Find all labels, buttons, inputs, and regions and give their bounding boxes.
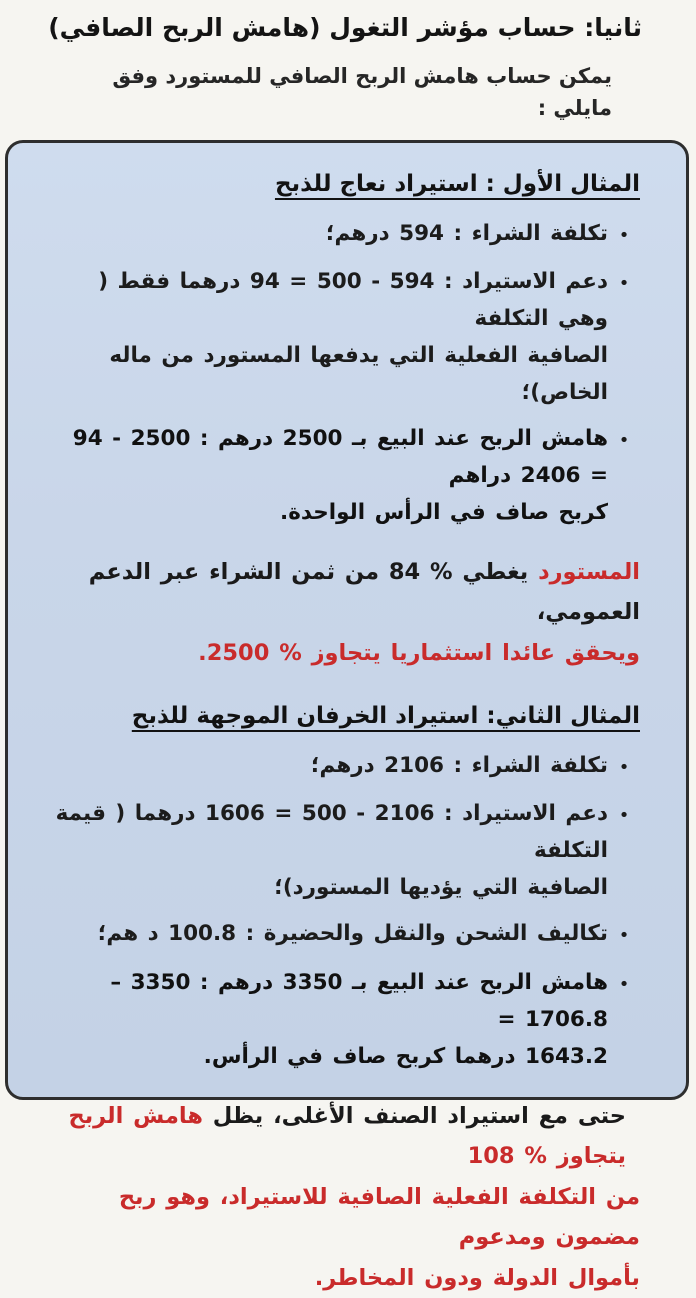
profit-margin-line: هامش الربح عند البيع بـ 2500 درهم : 2500 - 94 = 2406 دراهم: [72, 425, 608, 488]
page-subtitle: يمكن حساب هامش الربح الصافي للمستورد وفق مايلي :: [112, 64, 612, 120]
list-item-text: [48, 216, 608, 256]
list-item: [48, 916, 640, 956]
example-2-note: [48, 1096, 640, 1298]
profit-margin-line: هامش الربح عند البيع بـ 3350 درهم : 3350 – 1706.8 =: [110, 969, 608, 1032]
list-item: [48, 216, 640, 256]
page-header: [0, 0, 696, 124]
bullet-icon: •: [618, 756, 630, 778]
example-1-section: [48, 167, 640, 673]
list-item-text: [48, 748, 608, 788]
bullet-icon: •: [618, 973, 630, 995]
note-line-2: ويحقق عائدا استثماريا يتجاوز % 2500.: [198, 639, 640, 666]
shipping-costs-line: تكاليف الشحن والنقل والحضيرة : 100.8 د هم؛: [97, 921, 608, 947]
list-item: [48, 421, 640, 532]
example-1-title: المثال الأول : استيراد نعاج للذبح: [274, 171, 640, 197]
note-lead-text: حتى مع استيراد الصنف الأغلى، يظل: [202, 1102, 626, 1129]
page-title: ثانيا: حساب مؤشر التغول (هامش الربح الصافي): [48, 13, 642, 42]
list-item: [48, 748, 640, 788]
note-line-3: بأموال الدولة ودون المخاطر.: [314, 1264, 640, 1291]
note-line: [48, 552, 640, 633]
profit-margin-line-2: 1643.2 درهما كربح صاف في الرأس.: [203, 1043, 608, 1069]
purchase-cost-line: تكلفة الشراء : 2106 درهم؛: [310, 752, 608, 778]
import-subsidy-line: دعم الاستيراد : 594 - 500 = 94 درهما فقط ( وهي التكلفة: [98, 269, 608, 332]
note-line-2: من التكلفة الفعلية الصافية للاستيراد، وهو ربح مضمون ومدعوم: [118, 1183, 640, 1251]
list-item: [48, 264, 640, 412]
content-panel: [5, 140, 689, 1291]
list-item: [48, 965, 640, 1076]
note-line: [48, 1096, 640, 1177]
note-red-text: هامش الربح يتجاوز % 108: [68, 1102, 626, 1170]
list-item-text: [48, 796, 608, 907]
example-2-list: [48, 748, 640, 1076]
example-1-note: [48, 552, 640, 674]
purchase-cost-line: تكلفة الشراء : 594 درهم؛: [325, 220, 608, 246]
note-text: يغطي % 84 من ثمن الشراء عبر الدعم العمومي،: [88, 558, 640, 626]
bullet-icon: •: [618, 224, 630, 246]
list-item-text: [48, 916, 608, 956]
list-item-text: [48, 421, 608, 532]
list-item-text: [48, 965, 608, 1076]
bullet-icon: •: [618, 429, 630, 451]
bullet-icon: •: [618, 925, 630, 947]
example-2-title: المثال الثاني: استيراد الخرفان الموجهة للذبح: [131, 703, 640, 730]
highlight-word: المستورد: [538, 558, 640, 585]
import-subsidy-line-2: الصافية الفعلية التي يدفعها المستورد من ماله الخاص)؛: [109, 343, 608, 405]
bullet-icon: •: [618, 273, 630, 295]
profit-margin-line-2: كربح صاف في الرأس الواحدة.: [280, 499, 608, 525]
bullet-icon: •: [618, 805, 630, 827]
example-1-list: [48, 216, 640, 532]
import-subsidy-line-2: الصافية التي يؤديها المستورد)؛: [274, 875, 608, 901]
import-subsidy-line: دعم الاستيراد : 2106 - 500 = 1606 درهما ( قيمة التكلفة: [55, 801, 608, 864]
list-item: [48, 796, 640, 907]
list-item-text: [48, 264, 608, 412]
example-2-section: [48, 699, 640, 1298]
